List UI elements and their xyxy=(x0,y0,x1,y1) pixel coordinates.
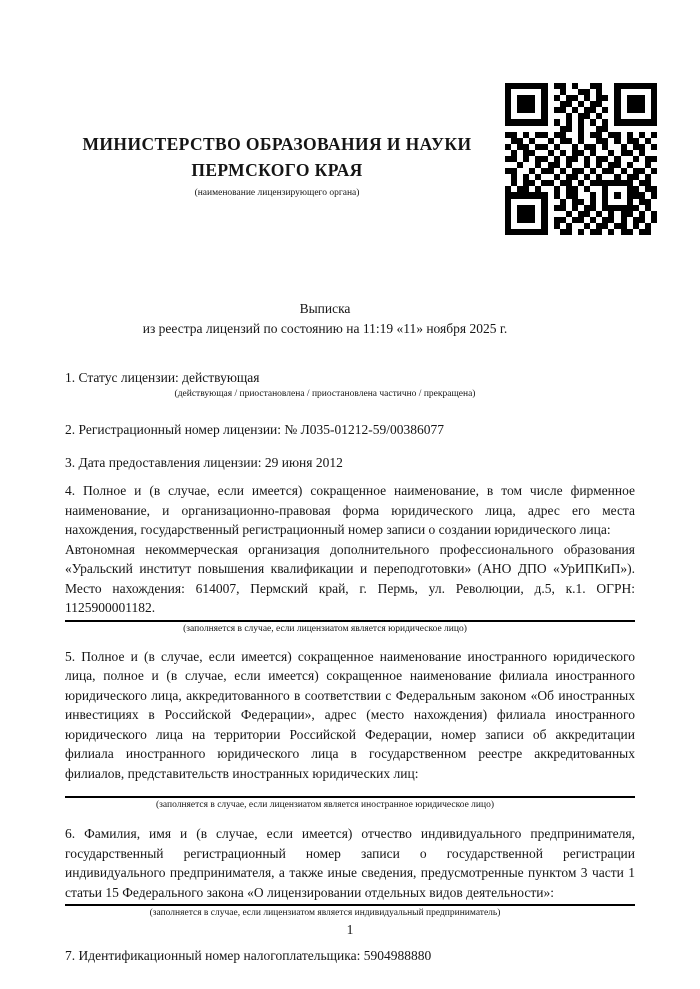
item-foreign-entity-caption: (заполняется в случае, если лицензиатом является иностранное юридическое лицо) xyxy=(156,800,494,810)
item-legal-entity-caption: (заполняется в случае, если лицензиатом является юридическое лицо) xyxy=(183,623,467,634)
document-title-line1: Выписка xyxy=(299,301,351,316)
item-legal-entity-text: 4. Полное и (в случае, если имеется) сокращенное наименование, в том числе фирменное наименование, и организационно-правовая форма юридического лица, адрес его места нахождения, государственный регистрационный номер записи о создании юридического лица: xyxy=(65,483,635,537)
item-grant-date xyxy=(65,453,635,473)
item-individual-entrepreneur-text: 6. Фамилия, имя и (в случае, если имеется) отчество индивидуального предпринимателя, государственный регистрационный номер записи о государственной регистрации индивидуального предпринимателя, а также иные сведения, предусмотренные пунктом 3 части 1 статьи 15 Федерального закона «О лицензировании отдельных видов деятельности»: xyxy=(65,826,635,900)
item-registration-number xyxy=(65,420,635,440)
item-foreign-entity-text: 5. Полное и (в случае, если имеется) сокращенное наименование иностранного юридического лица, полное и (в случае, если имеется) сокращенное наименование филиала иностранного юридического лица, аккредитованного в соответствии с Федеральным законом «Об иностранных инвестициях в Российской Федерации», адрес (место нахождения) филиала иностранного юридического лица на территории Российской Федерации, номер записи об аккредитации филиала иностранного юридического лица в государственном реестре аккредитованных филиалов, представительств иностранных юридических лиц: xyxy=(65,648,635,781)
item-foreign-entity xyxy=(65,647,635,813)
ministry-header xyxy=(65,131,489,199)
item-legal-entity xyxy=(65,481,635,636)
item-registration-number-text: 2. Регистрационный номер лицензии: № Л035-01212-59/00386077 xyxy=(65,422,445,437)
qr-code xyxy=(505,83,657,235)
item-legal-entity-value: Автономная некоммерческая организация дополнительного профессионального образования «Уральский институт повышения квалификации и переподготовки» (АНО ДПО «УрИПКиП»). Место нахождения: 614007, Пермский край, г. Пермь, ул. Революции, д.5, к.1. ОГРН: 1125900001182. xyxy=(65,541,635,615)
item-grant-date-text: 3. Дата предоставления лицензии: 29 июня 2012 xyxy=(65,455,343,470)
item-taxpayer-number-text: 7. Идентификационный номер налогоплательщика: 5904988880 xyxy=(65,948,432,963)
field-underline xyxy=(65,796,635,798)
item-license-status-text: 1. Статус лицензии: действующая xyxy=(65,370,260,385)
field-underline xyxy=(65,904,635,906)
item-individual-entrepreneur xyxy=(65,824,635,920)
field-underline xyxy=(65,620,635,622)
page-number: 1 xyxy=(346,922,354,937)
document-title-line2: из реестра лицензий по состоянию на 11:19 «11» ноября 2025 г. xyxy=(142,321,508,336)
document-title xyxy=(65,299,585,339)
item-license-status xyxy=(65,368,635,401)
ministry-caption: (наименование лицензирующего органа) xyxy=(194,188,360,198)
document-body xyxy=(65,368,635,966)
ministry-name-line1: МИНИСТЕРСТВО ОБРАЗОВАНИЯ И НАУКИ xyxy=(82,134,472,154)
ministry-name-line2: ПЕРМСКОГО КРАЯ xyxy=(191,160,363,180)
item-taxpayer-number xyxy=(65,946,635,966)
blank-answer-field xyxy=(65,783,635,794)
item-individual-entrepreneur-caption: (заполняется в случае, если лицензиатом является индивидуальный предприниматель) xyxy=(149,908,501,918)
item-license-status-caption: (действующая / приостановлена / приостановлена частично / прекращена) xyxy=(174,389,476,399)
